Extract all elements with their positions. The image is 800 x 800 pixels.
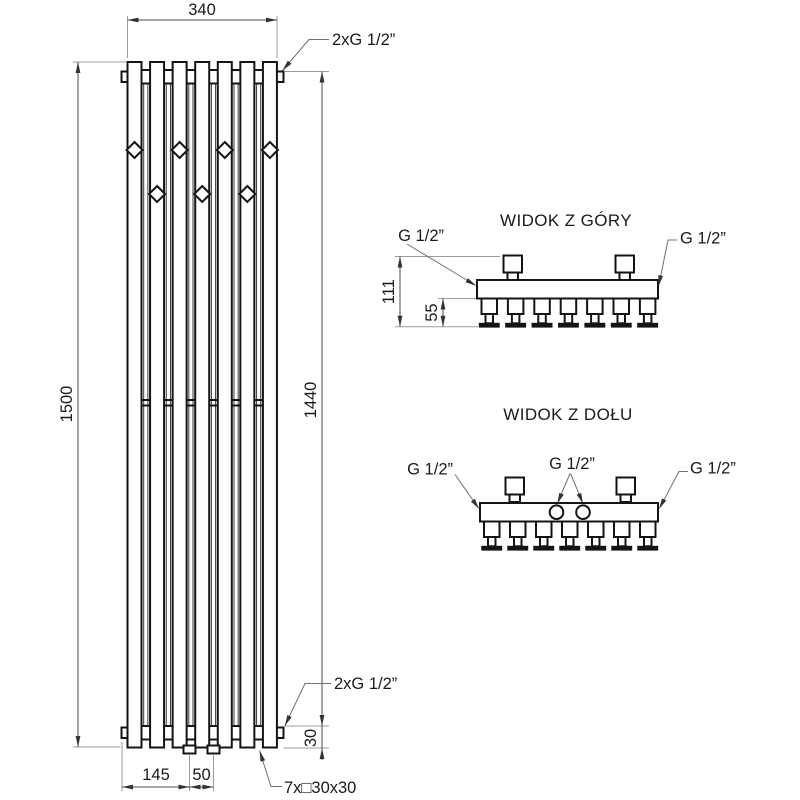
tube-section <box>534 299 550 315</box>
tube-section-neck <box>565 314 573 323</box>
dimension-arrowhead <box>398 316 403 327</box>
tube-section-base <box>586 546 606 550</box>
dim-width-top: 340 <box>188 1 216 19</box>
valve-neck <box>621 495 632 503</box>
dimension-arrowhead <box>257 750 265 762</box>
top-view-title: WIDOK Z GÓRY <box>500 211 632 230</box>
bottom-view <box>407 405 736 550</box>
tube-section-neck <box>538 314 546 323</box>
tube-section-base <box>585 323 605 327</box>
leader-bottom-connections <box>285 684 331 727</box>
tube-section-base <box>532 323 552 327</box>
top-view-tube-sections <box>479 299 657 328</box>
dimension-arrowhead <box>320 715 325 726</box>
dimension-arrowhead <box>283 715 292 727</box>
tube-section-base <box>638 323 658 327</box>
tube-section-base <box>638 546 658 550</box>
valve-fitting <box>617 478 636 495</box>
tube-section-neck <box>512 314 520 323</box>
leader-g-left <box>407 244 475 285</box>
label-top-connections: 2xG 1/2” <box>332 31 396 49</box>
tube-section-base <box>559 323 579 327</box>
tube-section-neck <box>488 537 496 546</box>
top-view-leaders <box>407 240 677 286</box>
tube-section-base <box>534 546 554 550</box>
label-tube-profile: 7x□30x30 <box>284 779 357 797</box>
leader-tube-profile <box>260 751 283 787</box>
tube-section <box>640 299 656 315</box>
tube-section <box>508 299 524 315</box>
valve-neck <box>508 273 519 281</box>
dimension-arrowhead <box>76 736 81 747</box>
bottom-view-title: WIDOK Z DOŁU <box>503 405 633 424</box>
bottom-connection-nipple <box>184 746 196 754</box>
bottom-connection-nipple <box>208 746 220 754</box>
dimension-arrowhead <box>179 785 190 790</box>
dimension-arrowhead <box>320 72 325 83</box>
tube-section-neck <box>618 537 626 546</box>
dimension-arrowhead <box>266 18 277 23</box>
dim-55: 55 <box>423 303 441 322</box>
tube-section <box>640 522 656 538</box>
dimension-arrowhead <box>122 785 133 790</box>
bottom-connection-port <box>550 505 564 519</box>
dimension-arrowhead <box>466 278 478 288</box>
tube-section <box>587 299 603 315</box>
top-view-label-right: G 1/2” <box>680 229 726 248</box>
dimension-arrowhead <box>320 748 325 759</box>
tube-section-neck <box>591 314 599 323</box>
valve-neck <box>620 273 631 281</box>
dim-height-right: 1440 <box>302 381 320 419</box>
radiator-tube <box>218 62 232 748</box>
tube-section <box>482 299 498 315</box>
tube-section-neck <box>540 537 548 546</box>
dimension-arrowhead <box>76 62 81 73</box>
tube-section-neck <box>644 537 652 546</box>
radiator-tube <box>128 62 142 748</box>
top-view <box>380 211 726 327</box>
tube-section <box>588 522 604 538</box>
radiator-tube <box>195 62 209 748</box>
bottom-connection-port <box>576 505 590 519</box>
dim-bottom-second: 50 <box>192 766 211 784</box>
tube-section-base <box>560 546 580 550</box>
dimension-arrowhead <box>398 257 403 268</box>
dim-height-left: 1500 <box>58 385 76 423</box>
tube-section-base <box>508 546 528 550</box>
valve-fitting <box>504 256 523 273</box>
radiator-tube <box>173 62 187 748</box>
top-view-fittings <box>504 256 635 281</box>
radiator-tube <box>240 62 254 748</box>
tube-section-base <box>506 323 526 327</box>
dim-111: 111 <box>380 279 398 305</box>
dimension-arrowhead <box>441 316 446 327</box>
tube-section-neck <box>618 314 626 323</box>
dimension-arrowhead <box>203 785 214 790</box>
bottom-view-label-left: G 1/2” <box>407 460 453 479</box>
dimension-arrowhead <box>190 785 201 790</box>
tube-section-base <box>612 546 632 550</box>
valve-neck <box>510 495 521 503</box>
tube-section <box>562 522 578 538</box>
tube-section <box>536 522 552 538</box>
top-view-label-left: G 1/2” <box>398 227 444 245</box>
valve-fitting <box>616 256 635 273</box>
tube-section-neck <box>592 537 600 546</box>
bottom-view-tube-sections <box>482 522 658 551</box>
radiator-tube <box>150 62 164 748</box>
bottom-view-label-center: G 1/2” <box>549 455 595 473</box>
bottom-view-label-right: G 1/2” <box>690 459 736 478</box>
tube-section-neck <box>514 537 522 546</box>
tube-section-base <box>482 546 502 550</box>
dim-bottom-first: 145 <box>142 766 170 784</box>
top-view-collector-bar <box>477 280 658 299</box>
tube-section <box>510 522 526 538</box>
dim-bottom-offset: 30 <box>302 728 320 748</box>
front-view <box>58 1 397 797</box>
tube-section <box>614 299 630 315</box>
bottom-view-collector-bar <box>480 503 658 522</box>
tube-section-neck <box>644 314 652 323</box>
tube-section-base <box>611 323 631 327</box>
radiator-tube <box>263 62 277 748</box>
dimension-arrowhead <box>441 299 446 310</box>
tube-section-neck <box>486 314 494 323</box>
tube-section-base <box>479 323 499 327</box>
bottom-view-fittings <box>506 478 636 503</box>
tube-section <box>614 522 630 538</box>
label-bottom-connections: 2xG 1/2” <box>334 675 398 693</box>
leader-top-connections <box>283 40 330 71</box>
tube-section <box>561 299 577 315</box>
dimension-arrowhead <box>128 18 139 23</box>
tube-section <box>484 522 500 538</box>
valve-fitting <box>506 478 525 495</box>
tube-section-neck <box>566 537 574 546</box>
